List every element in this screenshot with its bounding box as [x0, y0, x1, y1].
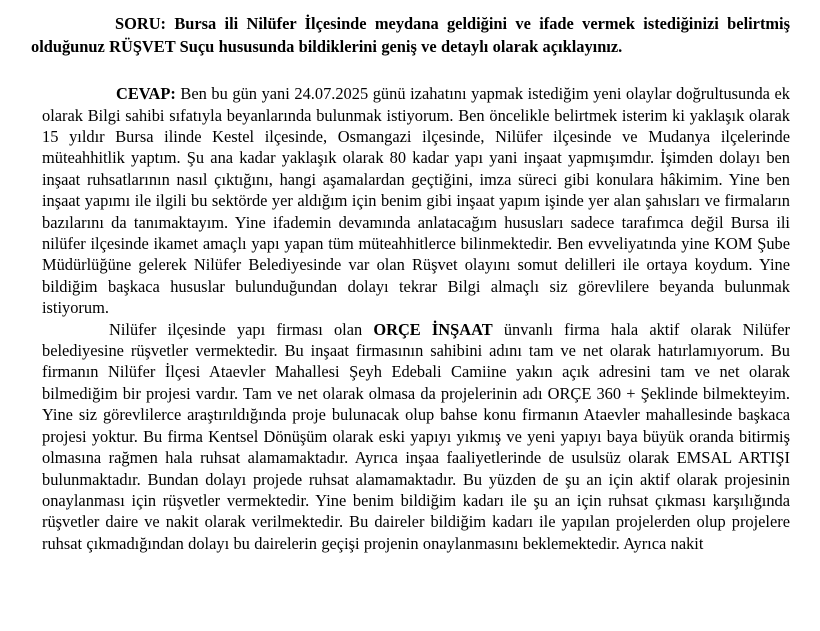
- firm-paragraph: [42, 319, 790, 554]
- answer-label: CEVAP:: [116, 84, 176, 104]
- firm-text-after: ünvanlı firma hala aktif olarak Nilüfer belediyesine rüşvetler vermektedir. Bu inşaat firmasının sahibini adını tam ve net olarak hatırlamıyorum. Bu firmanın Nilüfer İlçesi Ataevler Mahallesi Şeyh Edebali Camiine yakın açık adresini tam ve net olarak bilmediğim bir projesi vardır. Tam ve net olarak olmasa da projelerinin adı ORÇE 360 + Şeklinde bilmekteyim. Yine siz görevlilerce araştırıldığında proje bulunacak olup bahse konu firmanın Ataevler mahallesinde başkaca projesi yoktur. Bu firma Kentsel Dönüşüm olarak eski yapıyı yıkmış ve yeni yapıyı baya büyük oranda bitirmiş olmasına rağmen hala ruhsat alamamaktadır. Ayrıca inşaa faaliyetlerinde de usulsüz olarak EMSAL ARTIŞI bulunmaktadır. Bundan dolayı projede ruhsat alamamaktadır. Bu yüzden de şu an için aktif olarak projesinin onaylanması için rüşvetler vermektedir. Yine benim bildiğim kadarı ile şu an için ruhsat çıkması karşılığında rüşvetler daire ve nakit olarak verilmektedir. Bu daireler bildiğim kadarı ile yapılan projelerden olup projelere ruhsat çıkmadığından dolayı bu dairelerin geçişi projenin onaylanmasını beklemektedir. Ayrıca nakit: [42, 319, 791, 553]
- question-paragraph: [31, 13, 790, 58]
- answer-text: Ben bu gün yani 24.07.2025 günü izahatını yapmak istediğim yeni olaylar doğrultusunda ek olarak Bilgi sahibi sıfatıyla beyanlarında bulunmak istiyorum. Ben öncelikle belirtmek isterim ki yaklaşık olarak 15 yıldır Bursa ilinde Kestel ilçesinde, Osmangazi ilçesinde, Nilüfer ilçesinde ve Mudanya ilçelerinde müteahhitlik yaptım. Şu ana kadar yaklaşık olarak 80 kadar yapı yani inşaat yapmışımdır. İşimden dolayı ben inşaat ruhsatlarının nasıl çıktığını, hangi aşamalardan geçtiğini, imza süreci gibi konulara hâkimim. Yine ben inşaat yapımı ile ilgili bu sektörde yer aldığım için benim gibi inşaat yapım işinde yer alan şahısları ve firmaların bazılarını da tanımaktayım. Yine ifademin devamında anlatacağım hususları sadece tarafımca değil Bursa ili nilüfer ilçesinde ikamet amaçlı yapı yapan tüm müteahhitlerce bilinmektedir. Ben evveliyatında yine KOM Şube Müdürlüğüne gelerek Nilüfer Belediyesinde var olan Rüşvet olayını somut delilleri ile ortaya koydum. Yine bildiğim başkaca hususlar bulunduğundan dolayı tekrar Bilgi almaçlı siz görevlilere beyanda bulunmak istiyorum.: [42, 84, 790, 318]
- firm-name: ORÇE İNŞAAT: [373, 319, 493, 339]
- answer-paragraph: [42, 83, 790, 318]
- question-text: Bursa ili Nilüfer İlçesinde meydana geldiğini ve ifade vermek istediğinizi belirtmiş olduğunuz RÜŞVET Suçu hususunda bildiklerini geniş ve detaylı olarak açıklayınız.: [31, 14, 790, 56]
- question-label: SORU:: [115, 14, 166, 33]
- firm-text-before: Nilüfer ilçesinde yapı firması olan: [109, 319, 374, 339]
